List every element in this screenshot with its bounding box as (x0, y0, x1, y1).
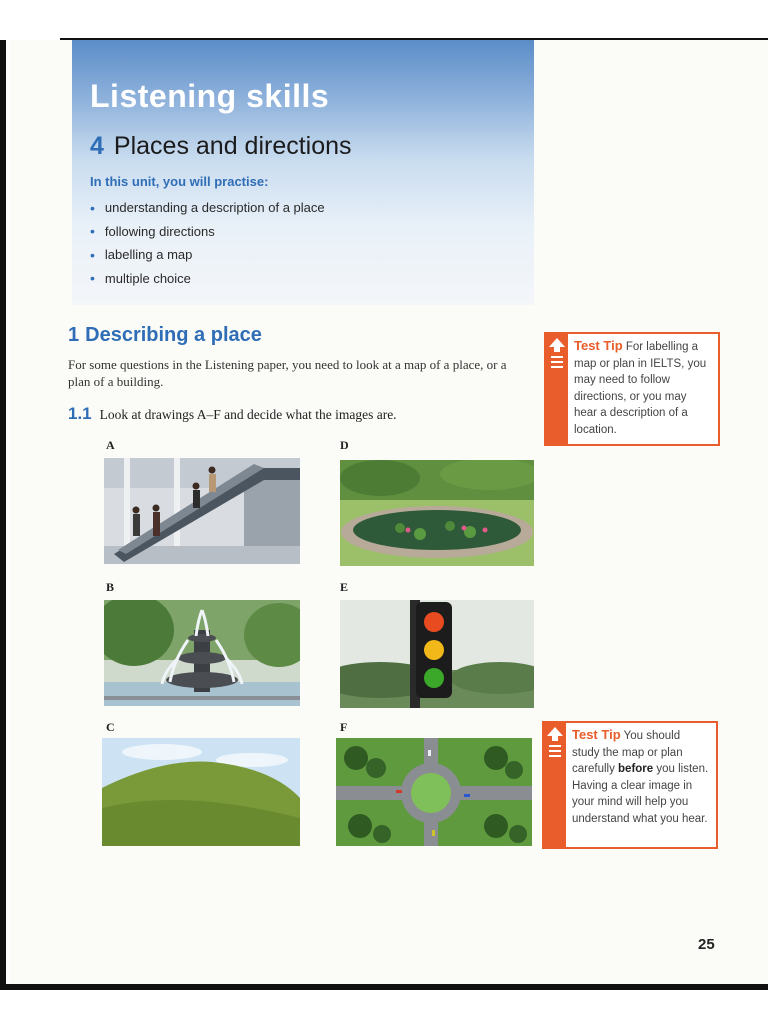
tip-text (572, 727, 710, 827)
tip-strip (546, 334, 568, 444)
section-intro: For some questions in the Listening paper, you need to look at a map of a place, or a plan of a building. (68, 357, 507, 389)
unit-title (90, 132, 352, 161)
drawing-label-b: B (106, 580, 115, 594)
section-title (68, 324, 262, 347)
section-number: 1 (68, 324, 80, 346)
tip-title: Test Tip (574, 338, 623, 353)
section-name: Describing a place (85, 324, 262, 346)
drawing-label-e: E (340, 580, 349, 594)
tip-body: For labelling a map or plan in IELTS, you may need to follow directions, or you may hear a description of a location. (574, 341, 707, 436)
tip-body-start: You should study the map or plan carefully (572, 730, 683, 775)
practise-heading: In this unit, you will practise: (90, 174, 269, 189)
tip-body-emphasis: before (618, 763, 654, 775)
exercise-instruction (68, 404, 397, 424)
drawing-label-c: C (106, 720, 115, 734)
book-page (10, 40, 768, 985)
tip-body-end: you listen. Having a clear image in your mind will help you understand what you hear. (572, 763, 709, 825)
list-item: • labelling a map (90, 246, 193, 263)
hill-image (102, 738, 300, 846)
exercise-text: Look at drawings A–F and decide what the images are. (99, 407, 397, 422)
list-item: • following directions (90, 223, 215, 240)
escalator-image (104, 458, 300, 564)
unit-number: 4 (90, 132, 104, 160)
list-item: • multiple choice (90, 270, 191, 287)
fountain-image (104, 600, 300, 706)
bullet-icon: • (90, 270, 95, 287)
skill-title: Listening skills (90, 78, 330, 114)
roundabout-image (336, 738, 532, 846)
practise-list (90, 196, 325, 290)
page-number: 25 (698, 936, 715, 953)
test-tip-box (542, 721, 718, 849)
pond-image (340, 460, 534, 566)
drawing-label-f: F (340, 720, 348, 734)
page-left-margin (0, 0, 10, 1024)
unit-name: Places and directions (113, 132, 352, 160)
up-arrow-icon (547, 727, 563, 761)
drawing-label-d: D (340, 438, 349, 452)
page-bottom-margin (0, 984, 768, 1024)
tip-text (574, 338, 712, 438)
drawing-label-a: A (106, 438, 115, 452)
tip-title: Test Tip (572, 727, 621, 742)
traffic-light-image (340, 600, 534, 708)
page-top-margin (0, 0, 768, 40)
bullet-icon: • (90, 223, 95, 240)
bullet-icon: • (90, 199, 95, 216)
test-tip-box (544, 332, 720, 446)
exercise-number: 1.1 (68, 404, 92, 423)
bullet-icon: • (90, 246, 95, 263)
list-item: • understanding a description of a place (90, 199, 325, 216)
tip-strip (544, 723, 566, 847)
up-arrow-icon (549, 338, 565, 372)
